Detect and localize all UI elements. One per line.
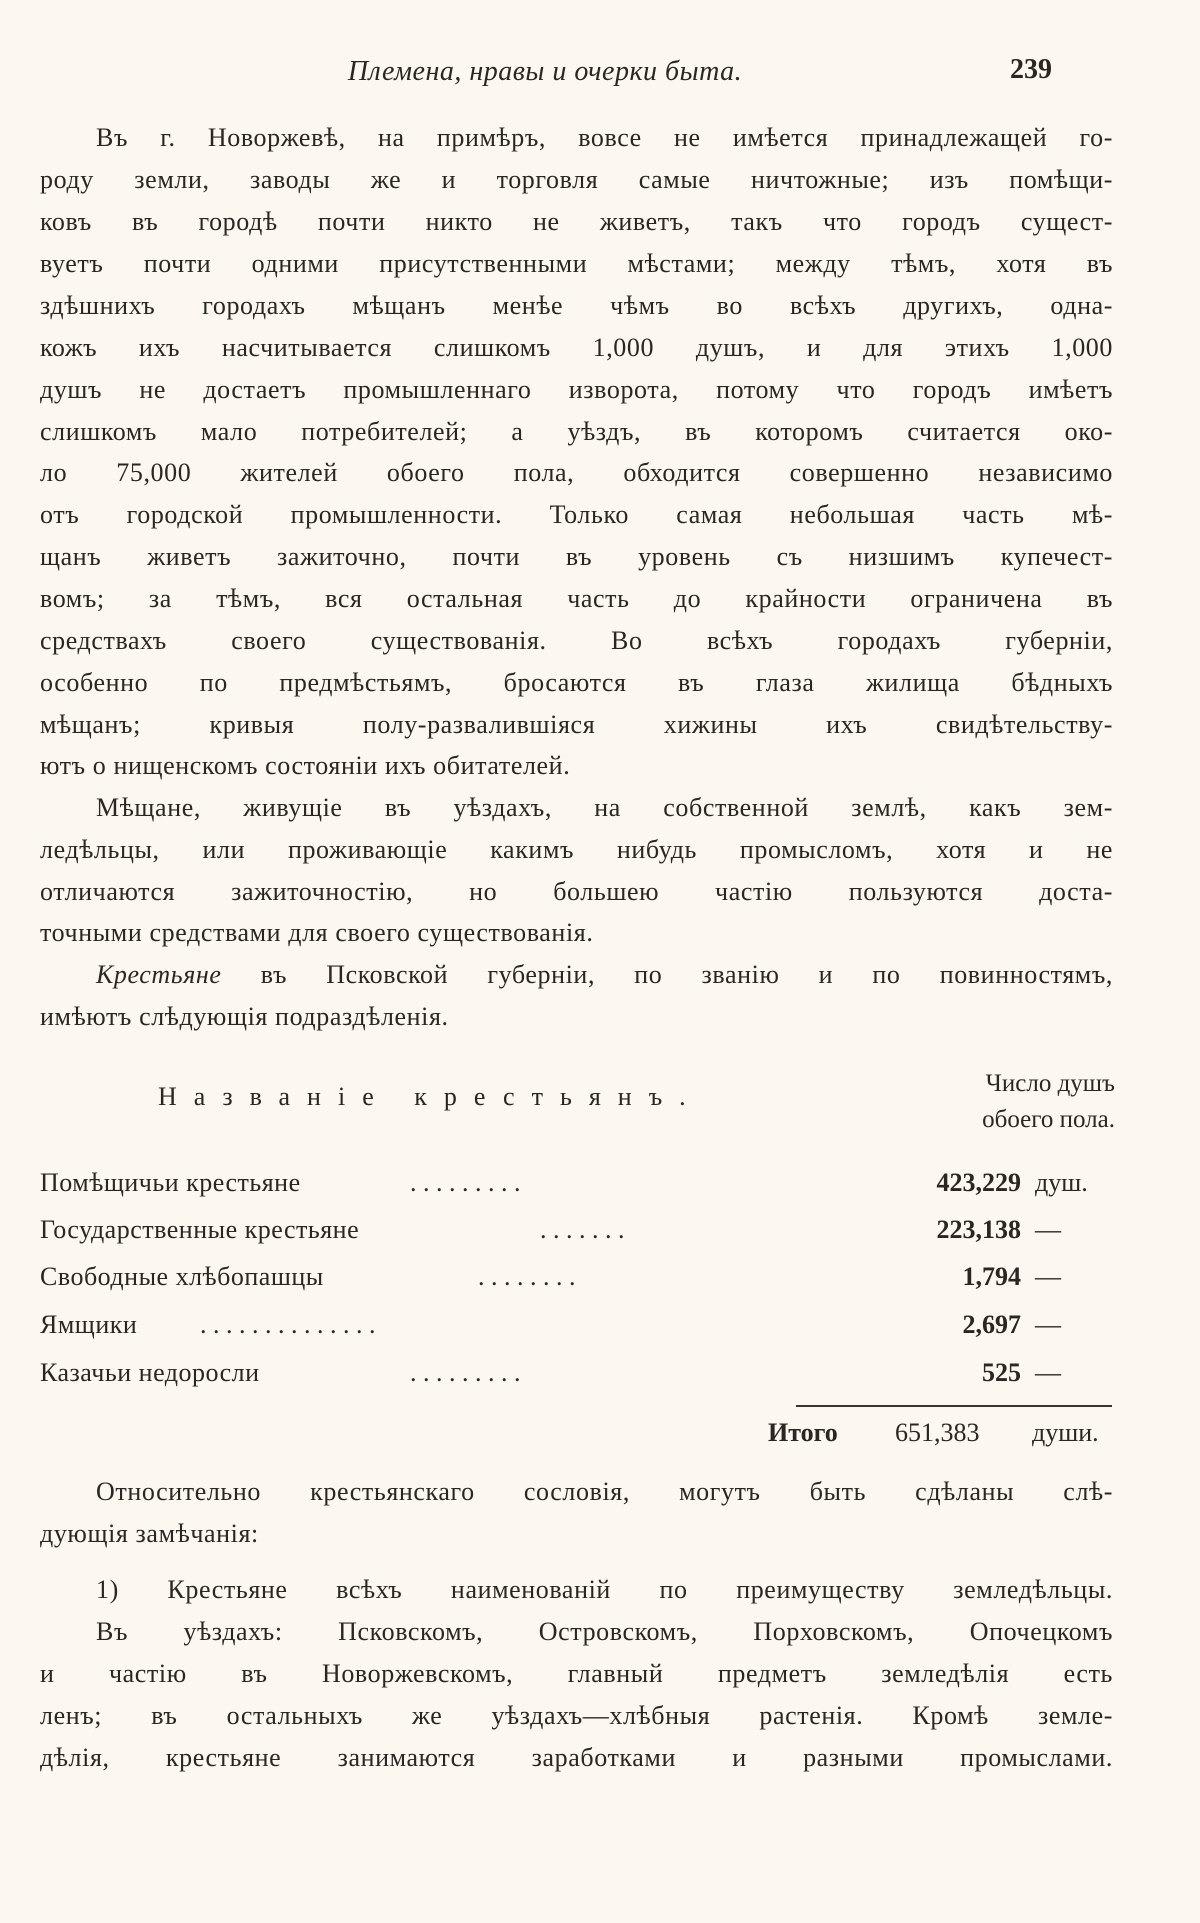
text-line: вуетъ почти одними присутственными мѣстами; между тѣмъ, хотя въ <box>40 249 1113 278</box>
leader-dots: . . . . . . . . . . . . . . <box>200 1310 376 1339</box>
row-value: 423,229 <box>936 1168 1021 1197</box>
text-line: душъ не достаетъ промышленнаго изворота, потому что городъ имѣетъ <box>40 375 1113 404</box>
table-row <box>40 1257 1115 1297</box>
text-line: роду земли, заводы же и торговля самые ничтожные; изъ помѣщи- <box>40 165 1113 194</box>
row-unit: — <box>1035 1262 1061 1291</box>
row-name: Ямщики <box>40 1310 138 1339</box>
text-line: и частію въ Новоржевскомъ, главный предметъ земледѣлія есть <box>40 1659 1113 1688</box>
row-name: Помѣщичьи крестьяне <box>40 1168 301 1197</box>
text-line: ковъ въ городѣ почти никто не живетъ, такъ что городъ сущест- <box>40 207 1113 236</box>
text-line: кожъ ихъ насчитывается слишкомъ 1,000 душъ, и для этихъ 1,000 <box>40 333 1113 362</box>
row-name: Государственные крестьяне <box>40 1215 360 1244</box>
text-line: Въ уѣздахъ: Псковскомъ, Островскомъ, Порховскомъ, Опочецкомъ <box>96 1617 1113 1646</box>
text-line: ютъ о нищенскомъ состояніи ихъ обитателей. <box>40 751 571 780</box>
table-header-name: Названіе крестьянъ. <box>158 1082 703 1111</box>
text-line: слишкомъ мало потребителей; а уѣздъ, въ которомъ считается око- <box>40 417 1113 446</box>
row-unit: — <box>1035 1310 1061 1339</box>
text-line: мѣщанъ; кривыя полу-развалившіяся хижины ихъ свидѣтельству- <box>40 710 1113 739</box>
table-row <box>40 1305 1115 1345</box>
row-value: 1,794 <box>962 1262 1021 1291</box>
table-header-count-line1: Число душъ <box>985 1070 1115 1097</box>
row-value: 2,697 <box>962 1310 1021 1339</box>
running-title: Племена, нравы и очерки быта. <box>347 56 743 87</box>
leader-dots: . . . . . . . . . <box>410 1358 521 1387</box>
text-line: 1) Крестьяне всѣхъ наименованій по преимуществу земледѣльцы. <box>96 1575 1113 1604</box>
text-line: точными средствами для своего существованія. <box>40 918 594 947</box>
row-name: Казачьи недоросли <box>40 1358 260 1387</box>
text-line: ло 75,000 жителей обоего пола, обходится совершенно независимо <box>40 458 1113 487</box>
text-line: щанъ живетъ зажиточно, почти въ уровень съ низшимъ купечест- <box>40 542 1113 571</box>
total-label: Итого <box>768 1418 838 1447</box>
text-line: средствахъ своего существованія. Во всѣхъ городахъ губерніи, <box>40 626 1113 655</box>
total-value: 651,383 <box>895 1418 980 1447</box>
text-line <box>96 955 1113 995</box>
text-line: вомъ; за тѣмъ, вся остальная часть до крайности ограничена въ <box>40 584 1113 613</box>
text-line: особенно по предмѣстьямъ, бросаются въ глаза жилища бѣдныхъ <box>40 668 1113 697</box>
text-line: Въ г. Новоржевѣ, на примѣръ, вовсе не имѣется принадлежащей го- <box>96 123 1113 152</box>
text-line: ленъ; въ остальныхъ же уѣздахъ—хлѣбныя растенія. Кромѣ земле- <box>40 1701 1113 1730</box>
text-line: имѣютъ слѣдующія подраздѣленія. <box>40 1002 449 1031</box>
emphasized-word: Крестьяне <box>96 960 222 989</box>
total-unit: души. <box>1032 1418 1099 1447</box>
text-line: Относительно крестьянскаго сословія, могутъ быть сдѣланы слѣ- <box>96 1477 1113 1506</box>
table-row <box>40 1210 1115 1250</box>
text-line: отличаются зажиточностію, но большею частію пользуются доста- <box>40 877 1113 906</box>
table-row <box>40 1353 1115 1393</box>
text-line: дующія замѣчанія: <box>40 1519 259 1548</box>
text-line: дѣлія, крестьяне занимаются заработками и разными промыслами. <box>40 1743 1113 1772</box>
total-rule <box>796 1405 1112 1407</box>
row-unit: душ. <box>1035 1168 1088 1197</box>
row-value: 223,138 <box>936 1215 1021 1244</box>
leader-dots: . . . . . . . . . <box>410 1168 521 1197</box>
page-number: 239 <box>1010 54 1052 85</box>
row-unit: — <box>1035 1215 1061 1244</box>
leader-dots: . . . . . . . . <box>478 1262 576 1291</box>
leader-dots: . . . . . . . <box>540 1215 625 1244</box>
text-line: ледѣльцы, или проживающіе какимъ нибудь промысломъ, хотя и не <box>40 835 1113 864</box>
row-value: 525 <box>982 1358 1021 1387</box>
text-line: здѣшнихъ городахъ мѣщанъ менѣе чѣмъ во всѣхъ другихъ, одна- <box>40 291 1113 320</box>
row-name: Свободные хлѣбопашцы <box>40 1262 324 1291</box>
table-header-count <box>900 1066 1115 1138</box>
row-unit: — <box>1035 1358 1061 1387</box>
text-line: Мѣщане, живущіе въ уѣздахъ, на собственной землѣ, какъ зем- <box>96 793 1113 822</box>
table-total <box>760 1413 1115 1453</box>
text-line: отъ городской промышленности. Только самая небольшая часть мѣ- <box>40 500 1113 529</box>
text-span: въ Псковской губерніи, по званію и по повинностямъ, <box>221 960 1113 989</box>
table-header-count-line2: обоего пола. <box>982 1106 1115 1133</box>
table-row <box>40 1163 1115 1203</box>
